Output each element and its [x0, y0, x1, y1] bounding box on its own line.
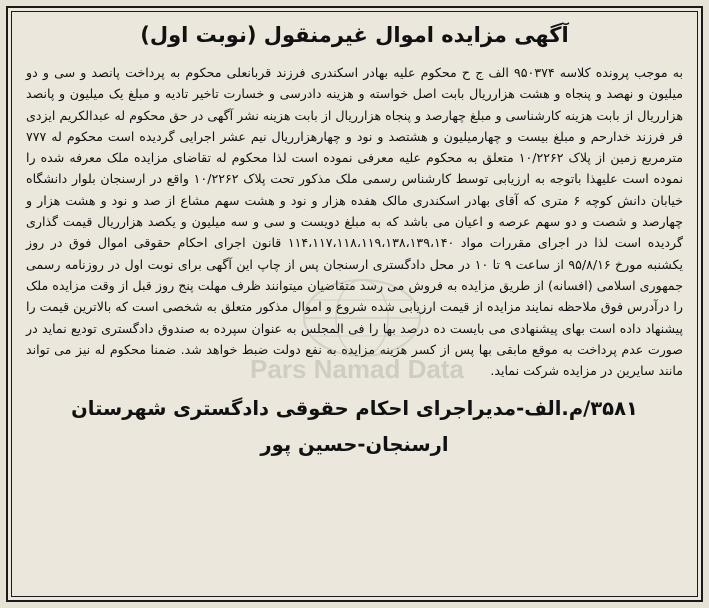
- outer-border: [6, 6, 703, 602]
- signature-line: [26, 396, 683, 422]
- watermark-text: Pars Namad Data: [250, 354, 464, 384]
- signature-dash: -: [516, 397, 525, 421]
- notice-body: به موجب پرونده کلاسه ۹۵۰۳۷۴ الف ج ح محکوم علیه بهادر اسکندری فرزند قربانعلی محکوم به پرداخت پانصد و سی و دو میلیون و نهصد و پنجاه و هشت هزارریال بابت اصل خواسته و هزینه دادرسی و خسارت تاخیر تادیه و مبلغ یک میلیون و پانصد هزارریال از بابت هزینه کارشناسی و مبلغ چهارصد و پنجاه هزارریال از بابت هزینه نشر آگهی در حق محکوم له عبدالکریم ایزدی فر فرزند خدارحم و مبلغ بیست و چهارمیلیون و هشتصد و نود و چهارهزارریال نیم عشر اجرایی گردیده است محکوم له ۷۷۷ مترمربع زمین از پلاک ۱۰/۲۲۶۲ متعلق به محکوم علیه معرفی نموده است لذا محکوم له تقاضای مزایده ملک معرفه شده را نموده است علیهذا باتوجه به ارزیابی توسط کارشناس رسمی ملک مذکور تحت پلاک ۱۰/۲۲۶۲ واقع در ارسنجان بلوار دانشگاه خیابان دانش کوچه ۶ متری که آقای بهادر اسکندری مالک هفده هزار و نود و هشت سهم مشاع از صد و نود و هشت هزار و چهارصد و شصت و دو سهم عرصه و اعیان می باشد که به مبلغ دویست و سی و سه میلیون و یکصد هزارریال قیمت گذاری گردیده است لذا در اجرای مقررات مواد ۱۱۴،۱۱۷،۱۱۸،۱۱۹،۱۳۸،۱۳۹،۱۴۰ قانون اجرای احکام حقوقی اموال فوق در روز یکشنبه مورخ ۹۵/۸/۱۶ از ساعت ۹ تا ۱۰ در محل دادگستری ارسنجان پس از چاپ این آگهی برای نوبت اول در روزنامه رسمی جمهوری اسلامی (افسانه) از طریق مزایده به فروش می رسد متقاضیان میتوانند ظرف مهلت پنج روز قبل از وقت مزایده ملک را درآدرس فوق ملاحظه نمایند مزایده از قیمت ارزیابی شده شروع و اموال مذکور متعلق به شخصی است که بالاترین قیمت را پیشنهاد داده است بهای پیشنهادی می بایست ده درصد بها را فی المجلس به عنوان سپرده به صندوق دادگستری تودیع نماید در صورت عدم پرداخت به موقع مابقی بها پس از کسر هزینه مزایده به نفع دولت ضبط خواهد شد. ضمنا محکوم له نیز می تواند مانند سایرین در مزایده شرکت نماید.: [26, 65, 684, 379]
- reference-number: ۳۵۸۱/م.الف: [524, 397, 638, 421]
- notice-title: آگهی مزایده اموال غیرمنقول (نوبت اول): [140, 23, 569, 47]
- signature-name: ارسنجان-حسین پور: [260, 433, 449, 457]
- signature-title: مدیراجرای احکام حقوقی دادگستری شهرستان: [71, 397, 517, 421]
- notice-box: [11, 11, 698, 597]
